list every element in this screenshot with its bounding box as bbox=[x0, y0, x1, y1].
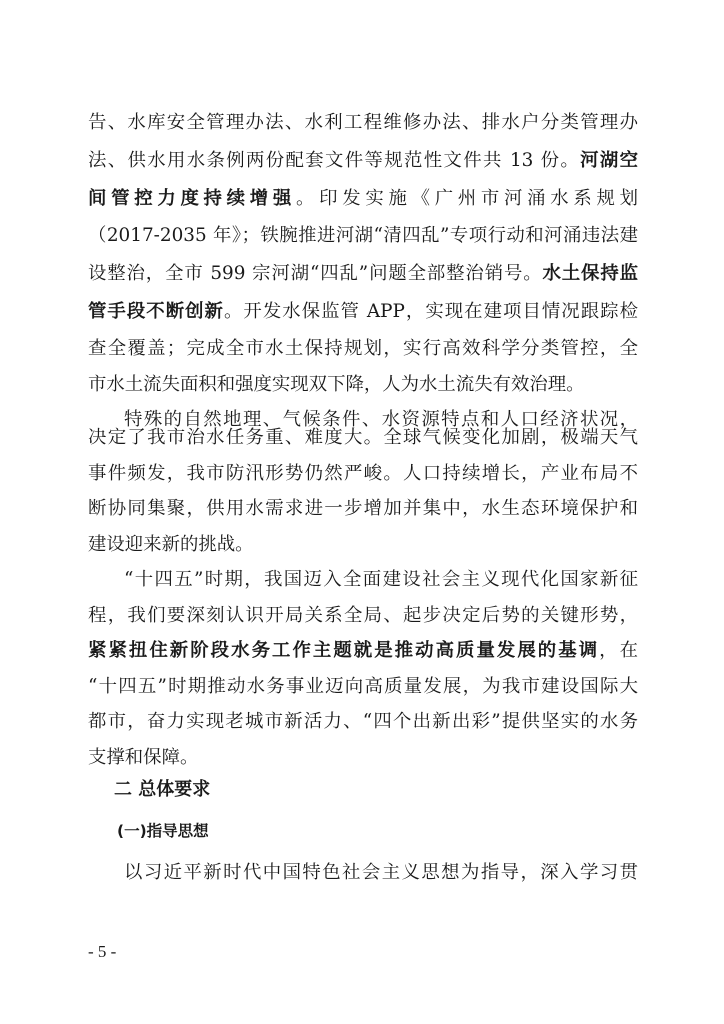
text-segment: 特殊的自然地理、气候条件、水资源特点和人口经济状况， bbox=[124, 409, 638, 430]
text-segment: 查全覆盖；完成全市水土保持规划，实行高效科学分类管控，全 bbox=[88, 338, 638, 359]
bold-text-segment: 水土保持监 bbox=[542, 263, 638, 284]
text-segment: 告、水库安全管理办法、水利工程维修办法、排水户分类管理办 bbox=[88, 112, 638, 133]
text-segment: 决定了我市治水任务重、难度大。全球气候变化加剧，极端天气 bbox=[88, 427, 638, 448]
text-segment: 法、供水用水条例两份配套文件等规范性文件共 13 份。 bbox=[88, 150, 581, 171]
text-segment: 断协同集聚，供用水需求进一步增加并集中，水生态环境保护和 bbox=[88, 498, 638, 519]
text-segment: “十四五”时期推动水务事业迈向高质量发展，为我市建设国际大 bbox=[88, 676, 638, 697]
paragraph-line bbox=[88, 367, 638, 403]
text-segment: 设整治，全市 599 宗河湖“四乱”问题全部整治销号。 bbox=[88, 263, 543, 284]
text-segment: “十四五”时期，我国迈入全面建设社会主义现代化国家新征 bbox=[124, 569, 638, 590]
bold-text-segment: 间管控力度持续增强 bbox=[88, 188, 297, 209]
text-segment: 事件频发，我市防汛形势仍然严峻。人口持续增长，产业布局不 bbox=[88, 463, 638, 484]
subsection-heading: (一)指导思想 bbox=[117, 822, 209, 840]
paragraph-line bbox=[88, 740, 638, 776]
paragraph-line bbox=[88, 420, 638, 456]
section-heading: 二 总体要求 bbox=[114, 779, 211, 800]
text-segment: 。印发实施《广州市河涌水系规划 bbox=[296, 188, 638, 209]
paragraph-line bbox=[88, 527, 638, 563]
paragraph-line bbox=[124, 855, 638, 891]
text-segment: 建设迎来新的挑战。 bbox=[88, 534, 254, 555]
text-segment: （2017-2035 年》；铁腕推进河湖“清四乱”专项行动和河涌违法建 bbox=[88, 225, 638, 246]
bold-text-segment: 管手段不断创新 bbox=[88, 301, 224, 322]
paragraph-line bbox=[88, 331, 638, 367]
bold-text-segment: 紧紧扭住新阶段水务工作主题就是推动高质量发展的基调 bbox=[88, 640, 600, 661]
page-number: - 5 - bbox=[88, 942, 117, 961]
text-segment: ，在 bbox=[599, 640, 638, 661]
text-segment: 。开发水保监管 APP，实现在建项目情况跟踪检 bbox=[223, 301, 638, 322]
paragraph-line bbox=[88, 598, 638, 634]
text-segment: 程，我们要深刻认识开局关系全局、起步决定后势的关键形势， bbox=[88, 605, 638, 626]
text-segment: 支撑和保障。 bbox=[88, 747, 199, 768]
paragraph-line bbox=[88, 218, 638, 254]
bold-text-segment: 河湖空 bbox=[580, 150, 638, 171]
paragraph-line bbox=[88, 456, 638, 492]
text-segment: 都市，奋力实现老城市新活力、“四个出新出彩”提供坚实的水务 bbox=[88, 711, 638, 732]
paragraph-line bbox=[88, 704, 638, 740]
paragraph-line bbox=[88, 633, 638, 669]
paragraph-line bbox=[88, 294, 638, 330]
paragraph-line bbox=[88, 143, 638, 179]
paragraph-line bbox=[88, 105, 638, 141]
paragraph-line bbox=[88, 256, 638, 292]
paragraph-line bbox=[88, 181, 638, 217]
paragraph-line bbox=[88, 491, 638, 527]
paragraph-line bbox=[88, 669, 638, 705]
text-segment: 市水土流失面积和强度实现双下降，人为水土流失有效治理。 bbox=[88, 374, 585, 395]
paragraph-line bbox=[124, 562, 638, 598]
text-segment: 以习近平新时代中国特色社会主义思想为指导，深入学习贯 bbox=[124, 862, 638, 883]
